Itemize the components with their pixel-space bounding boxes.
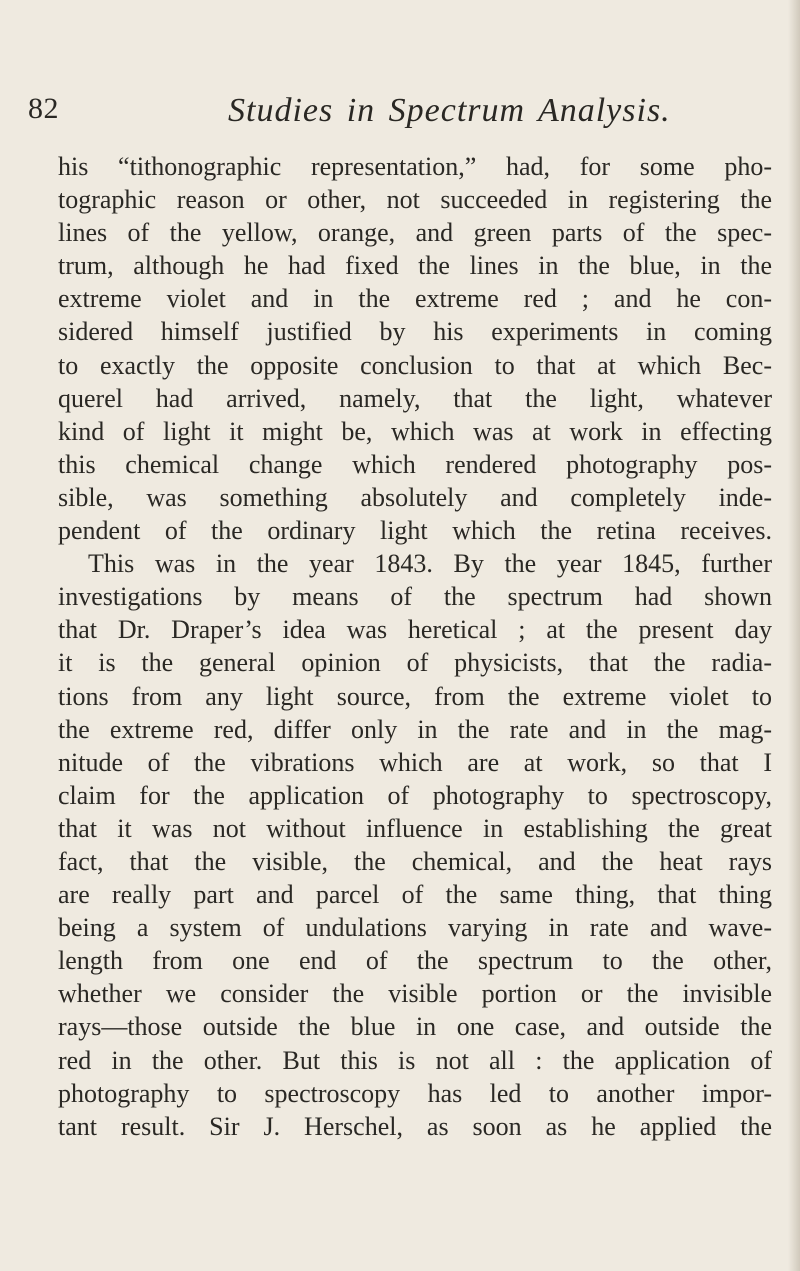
text-line: the extreme red, differ only in the rate and in the mag- xyxy=(58,714,772,744)
text-line: tant result. Sir J. Herschel, as soon as he applied the xyxy=(58,1111,772,1141)
text-line: being a system of undulations varying in rate and wave- xyxy=(58,913,772,943)
text-line: his “tithonographic representation,” had, for some pho- xyxy=(58,152,772,181)
text-line: to exactly the opposite conclusion to that at which Bec- xyxy=(58,350,772,380)
body-text xyxy=(58,150,772,1143)
text-line: tions from any light source, from the extreme violet to xyxy=(58,681,772,711)
running-title: Studies in Spectrum Analysis. xyxy=(228,92,671,129)
text-line: kind of light it might be, which was at work in effecting xyxy=(58,416,772,446)
text-line: This was in the year 1843. By the year 1845, further xyxy=(88,549,772,579)
text-line: that it was not without influence in establishing the great xyxy=(58,813,772,843)
text-line: red in the other. But this is not all : the application of xyxy=(58,1045,772,1075)
text-line: sidered himself justified by his experiments in coming xyxy=(58,317,772,347)
text-line: investigations by means of the spectrum had shown xyxy=(58,582,772,612)
text-line: sible, was something absolutely and completely inde- xyxy=(58,482,772,512)
text-line: rays—those outside the blue in one case, and outside the xyxy=(58,1012,772,1042)
text-line: that Dr. Draper’s idea was heretical ; at the present day xyxy=(58,615,772,645)
text-line: trum, although he had fixed the lines in the blue, in the xyxy=(58,251,772,281)
text-line: nitude of the vibrations which are at work, so that I xyxy=(58,747,772,777)
text-line: claim for the application of photography to spectroscopy, xyxy=(58,780,772,810)
text-line: this chemical change which rendered photography pos- xyxy=(58,449,772,479)
text-line: pendent of the ordinary light which the retina receives. xyxy=(58,516,772,546)
text-line: length from one end of the spectrum to the other, xyxy=(58,946,772,976)
page-edge-shadow xyxy=(788,0,800,1271)
text-line: fact, that the visible, the chemical, and the heat rays xyxy=(58,846,772,876)
text-line: tographic reason or other, not succeeded in registering the xyxy=(58,185,772,215)
text-line: extreme violet and in the extreme red ; and he con- xyxy=(58,284,772,314)
text-line: querel had arrived, namely, that the light, whatever xyxy=(58,383,772,413)
page-number: 82 xyxy=(28,92,59,125)
page-header xyxy=(0,92,800,132)
text-line: are really part and parcel of the same thing, that thing xyxy=(58,880,772,910)
text-line: it is the general opinion of physicists, that the radia- xyxy=(58,648,772,678)
text-line: whether we consider the visible portion or the invisible xyxy=(58,979,772,1009)
text-line: photography to spectroscopy has led to another impor- xyxy=(58,1078,772,1108)
text-line: lines of the yellow, orange, and green parts of the spec- xyxy=(58,218,772,248)
